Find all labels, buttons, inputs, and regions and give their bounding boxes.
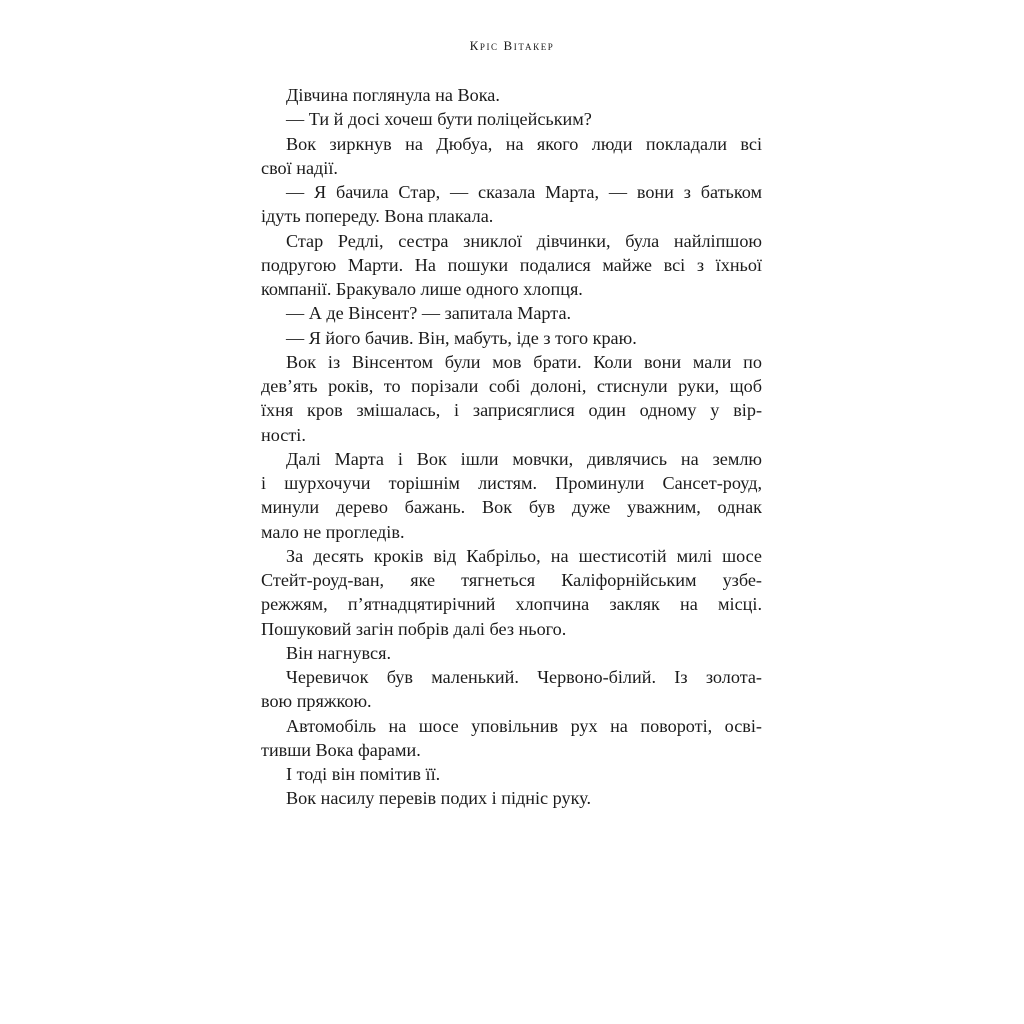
text-line: — А де Вінсент? — запитала Марта. — [286, 303, 572, 324]
text-line: Вок насилу перевів подих і підніс руку. — [286, 788, 592, 809]
text-line: тивши Вока фарами. — [261, 739, 421, 760]
text-line: Автомобіль на шосе уповільнив рух на повороті, осві- — [286, 715, 762, 736]
text-line: — Я бачила Стар, — сказала Марта, — вони з батьком — [286, 182, 762, 202]
text-line: — Я його бачив. Він, мабуть, іде з того краю. — [286, 327, 637, 348]
text-line: Стейт-роуд-ван, яке тягнеться Каліфорнійським узбе- — [261, 570, 762, 590]
text-line: і шурхочучи торішнім листям. Проминули Сансет-роуд, — [261, 473, 762, 493]
text-line: минули дерево бажань. Вок був дуже уважним, однак — [261, 497, 762, 518]
text-line: І тоді він помітив її. — [286, 764, 441, 784]
text-line: ності. — [261, 424, 306, 445]
text-line: Далі Марта і Вок ішли мовчки, дивлячись на землю — [286, 448, 762, 469]
text-line: Дівчина поглянула на Вока. — [286, 85, 500, 105]
text-line: ідуть попереду. Вона плакала. — [261, 206, 494, 227]
text-line: дев’ять років, то порізали собі долоні, стиснули руки, щоб — [261, 376, 762, 396]
text-line: Стар Редлі, сестра зниклої дівчинки, була найліпшою — [286, 230, 762, 251]
text-line: Він нагнувся. — [286, 642, 392, 663]
text-line: Пошуковий загін побрів далі без нього. — [261, 618, 567, 639]
text-line: За десять кроків від Кабрільо, на шестисотій милі шосе — [286, 545, 762, 566]
text-line: вою пряжкою. — [261, 691, 372, 712]
text-line: свої надії. — [261, 157, 338, 178]
text-line: режжям, п’ятнадцятирічний хлопчина закляк на місці. — [261, 594, 762, 615]
text-line: компанії. Бракувало лише одного хлопця. — [261, 279, 583, 299]
text-line: подругою Марти. На пошуки подалися майже всі з їхньої — [261, 254, 762, 275]
text-line: їхня кров змішалась, і заприсяглися один одному у вір- — [261, 400, 762, 421]
text-line: Черевичок був маленький. Червоно-білий. Із золота- — [286, 667, 762, 687]
text-line: — Ти й досі хочеш бути поліцейським? — [286, 109, 592, 130]
text-line: Вок із Вінсентом були мов брати. Коли вони мали по — [286, 351, 762, 372]
body-text — [261, 83, 762, 811]
running-header: Кріс Вітакер — [469, 38, 555, 53]
text-line: мало не прогледів. — [261, 521, 405, 542]
text-line: Вок зиркнув на Дюбуа, на якого люди покладали всі — [286, 133, 762, 154]
